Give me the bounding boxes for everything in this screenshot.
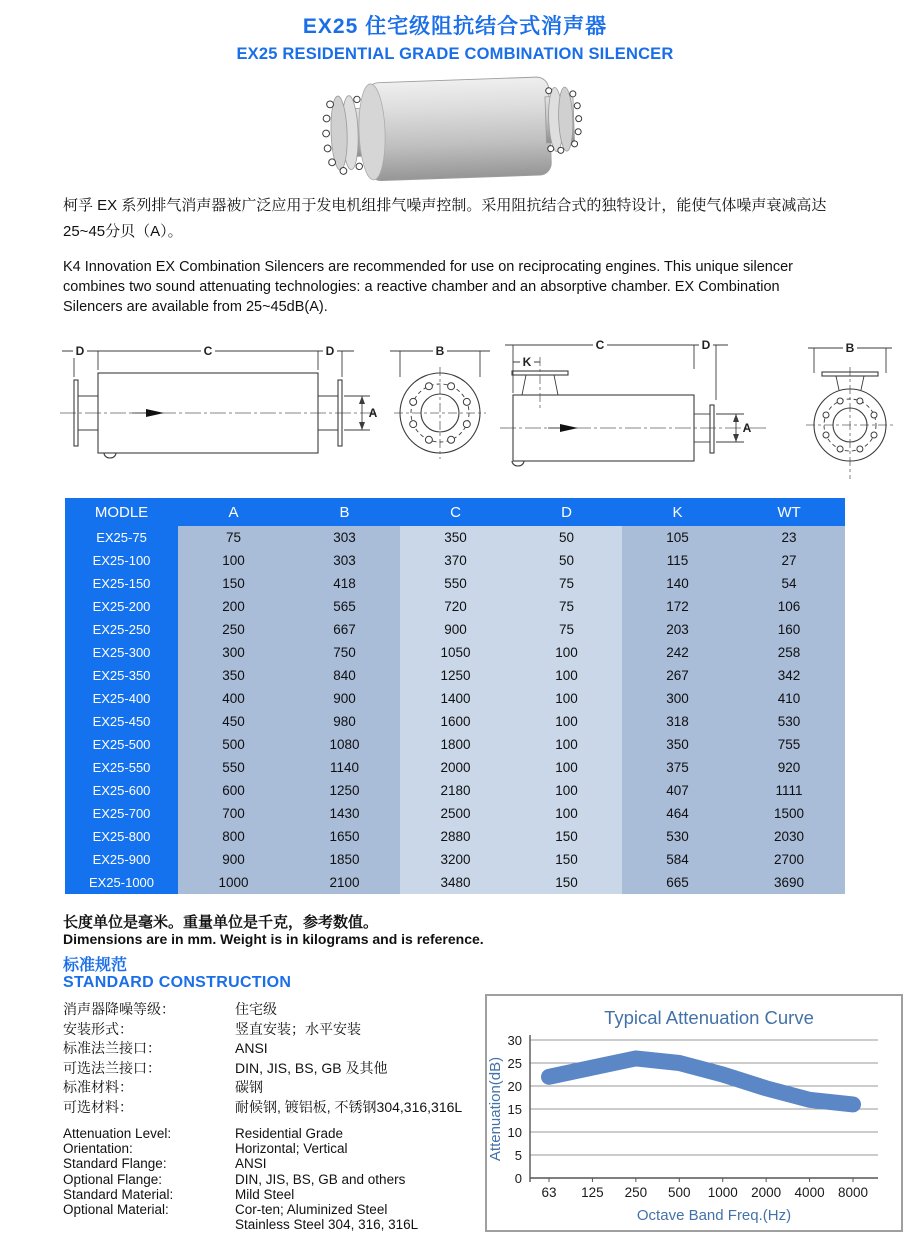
units-note-cn: 长度单位是毫米。重量单位是千克，参考数值。 — [63, 914, 379, 931]
value-cell: 550 — [178, 756, 289, 779]
dimensions-table — [65, 498, 845, 894]
value-cell: 375 — [622, 756, 733, 779]
table-header-cell: MODLE — [65, 498, 178, 526]
table-row — [65, 871, 845, 894]
table-row — [65, 710, 845, 733]
table-row — [65, 733, 845, 756]
value-cell: 1000 — [178, 871, 289, 894]
model-cell: EX25-400 — [65, 687, 178, 710]
table-header-cell: A — [178, 498, 289, 526]
model-cell: EX25-75 — [65, 526, 178, 549]
value-cell: 900 — [289, 687, 400, 710]
model-cell: EX25-300 — [65, 641, 178, 664]
table-row — [65, 825, 845, 848]
table-header-cell: K — [622, 498, 733, 526]
spec-row — [63, 1187, 493, 1202]
value-cell: 203 — [622, 618, 733, 641]
value-cell: 75 — [178, 526, 289, 549]
table-row — [65, 618, 845, 641]
y-tick-label: 0 — [514, 1171, 522, 1186]
table-header-cell: WT — [733, 498, 845, 526]
value-cell: 342 — [733, 664, 845, 687]
value-cell: 2180 — [400, 779, 511, 802]
table-row — [65, 595, 845, 618]
flow-arrow — [560, 424, 578, 432]
value-cell: 840 — [289, 664, 400, 687]
attenuation-curve — [549, 1058, 853, 1104]
value-cell: 100 — [511, 779, 622, 802]
table-row — [65, 687, 845, 710]
value-cell: 500 — [178, 733, 289, 756]
value-cell: 1850 — [289, 848, 400, 871]
value-cell: 1250 — [289, 779, 400, 802]
attenuation-chart — [485, 994, 903, 1232]
value-cell: 267 — [622, 664, 733, 687]
table-row — [65, 802, 845, 825]
value-cell: 100 — [511, 687, 622, 710]
x-tick-label: 500 — [668, 1185, 691, 1200]
y-tick-label: 5 — [514, 1148, 522, 1163]
table-row — [65, 779, 845, 802]
value-cell: 150 — [511, 871, 622, 894]
value-cell: 1111 — [733, 779, 845, 802]
y-tick-label: 25 — [507, 1056, 522, 1071]
value-cell: 410 — [733, 687, 845, 710]
chart-title: Typical Attenuation Curve — [604, 1007, 814, 1028]
value-cell: 150 — [511, 848, 622, 871]
spec-value: 竖直安装；水平安装 — [235, 1020, 361, 1037]
model-cell: EX25-150 — [65, 572, 178, 595]
spec-label: 可选材料： — [63, 1098, 133, 1115]
value-cell: 150 — [511, 825, 622, 848]
spec-value: Mild Steel — [235, 1186, 295, 1202]
chart-xlabel: Octave Band Freq.(Hz) — [636, 1207, 792, 1224]
intro-paragraph-en: K4 Innovation EX Combination Silencers are recommended for use on reciprocating engines. This unique silencer combines two sound attenuating technologies: a reactive chamber and an absorptive chamber. EX Combination Silencers are available from 25~45dB(A). — [63, 259, 793, 315]
table-header-row — [65, 498, 845, 526]
value-cell: 2000 — [400, 756, 511, 779]
value-cell: 350 — [622, 733, 733, 756]
value-cell: 100 — [511, 641, 622, 664]
spec-label: Orientation: — [63, 1141, 133, 1157]
value-cell: 100 — [511, 756, 622, 779]
table-row — [65, 848, 845, 871]
value-cell: 2700 — [733, 848, 845, 871]
value-cell: 1050 — [400, 641, 511, 664]
x-tick-label: 1000 — [707, 1185, 738, 1200]
value-cell: 100 — [511, 733, 622, 756]
value-cell: 2500 — [400, 802, 511, 825]
value-cell: 418 — [289, 572, 400, 595]
value-cell: 667 — [289, 618, 400, 641]
value-cell: 407 — [622, 779, 733, 802]
spec-row — [63, 1059, 493, 1079]
value-cell: 400 — [178, 687, 289, 710]
spec-row — [63, 1156, 493, 1171]
value-cell: 350 — [178, 664, 289, 687]
table-row — [65, 664, 845, 687]
spec-value: DIN, JIS, BS, GB 及其他 — [235, 1059, 388, 1076]
page-title-cn: EX25 住宅级阻抗结合式消声器 — [302, 15, 608, 38]
value-cell: 54 — [733, 572, 845, 595]
dim-label-c: C — [595, 338, 605, 352]
value-cell: 1600 — [400, 710, 511, 733]
y-tick-label: 20 — [507, 1079, 522, 1094]
value-cell: 750 — [289, 641, 400, 664]
value-cell: 50 — [511, 526, 622, 549]
value-cell: 75 — [511, 595, 622, 618]
dim-label-d: D — [325, 344, 335, 358]
model-cell: EX25-800 — [65, 825, 178, 848]
spec-value: 住宅级 — [235, 1001, 277, 1017]
value-cell: 370 — [400, 549, 511, 572]
value-cell: 140 — [622, 572, 733, 595]
spec-label — [63, 1217, 235, 1232]
value-cell: 900 — [400, 618, 511, 641]
spec-row — [63, 1078, 493, 1098]
x-tick-label: 2000 — [751, 1185, 782, 1200]
flow-arrow — [146, 409, 164, 417]
table-header-cell: D — [511, 498, 622, 526]
y-tick-label: 15 — [507, 1102, 522, 1117]
dim-label-b: B — [845, 341, 855, 355]
spec-row — [63, 1217, 493, 1232]
value-cell: 303 — [289, 549, 400, 572]
spec-label: 安装形式： — [63, 1020, 133, 1037]
page-title-en: EX25 RESIDENTIAL GRADE COMBINATION SILENCER — [236, 45, 674, 63]
value-cell: 900 — [178, 848, 289, 871]
table-header-cell: C — [400, 498, 511, 526]
end-view-top-flange — [806, 341, 894, 479]
value-cell: 550 — [400, 572, 511, 595]
x-tick-label: 250 — [624, 1185, 648, 1200]
end-view-flange — [390, 344, 490, 459]
value-cell: 100 — [511, 710, 622, 733]
side-view-horizontal — [60, 344, 378, 458]
value-cell: 75 — [511, 572, 622, 595]
spec-value: DIN, JIS, BS, GB and others — [235, 1171, 406, 1187]
spec-value: 耐候钢, 镀铝板, 不锈钢304,316,316L — [235, 1098, 463, 1115]
spec-value: Cor-ten; Aluminized Steel — [235, 1202, 388, 1218]
model-cell: EX25-1000 — [65, 871, 178, 894]
value-cell: 450 — [178, 710, 289, 733]
product-photo — [312, 72, 598, 190]
table-row — [65, 572, 845, 595]
spec-label: Standard Flange: — [63, 1156, 167, 1172]
spec-row — [63, 1202, 493, 1217]
value-cell: 530 — [733, 710, 845, 733]
units-note-en: Dimensions are in mm. Weight is in kilograms and is reference. — [63, 931, 484, 947]
construction-heading-cn: 标准规范 — [63, 957, 128, 974]
spec-value: ANSI — [235, 1040, 268, 1056]
spec-label: 可选法兰接口： — [63, 1059, 161, 1076]
spec-value: Stainless Steel 304, 316, 316L — [235, 1217, 419, 1233]
spec-row — [63, 1172, 493, 1187]
value-cell: 106 — [733, 595, 845, 618]
dim-label-a: A — [742, 421, 752, 435]
value-cell: 1140 — [289, 756, 400, 779]
dim-label-d: D — [701, 338, 711, 352]
dim-label-b: B — [435, 344, 445, 358]
value-cell: 150 — [178, 572, 289, 595]
spec-label: Standard Material: — [63, 1186, 174, 1202]
silencer-photo-graphic — [312, 72, 598, 190]
value-cell: 700 — [178, 802, 289, 825]
value-cell: 250 — [178, 618, 289, 641]
x-tick-label: 63 — [541, 1185, 557, 1200]
value-cell: 318 — [622, 710, 733, 733]
value-cell: 720 — [400, 595, 511, 618]
spec-row — [63, 1141, 493, 1156]
value-cell: 75 — [511, 618, 622, 641]
spec-label: Attenuation Level: — [63, 1126, 172, 1141]
spec-row — [63, 1098, 493, 1118]
value-cell: 100 — [178, 549, 289, 572]
table-row — [65, 641, 845, 664]
value-cell: 1400 — [400, 687, 511, 710]
spec-label: 标准法兰接口： — [63, 1040, 161, 1056]
value-cell: 115 — [622, 549, 733, 572]
spec-value: Horizontal; Vertical — [235, 1141, 348, 1157]
spec-label: 标准材料： — [63, 1079, 133, 1095]
model-cell: EX25-350 — [65, 664, 178, 687]
model-cell: EX25-550 — [65, 756, 178, 779]
value-cell: 584 — [622, 848, 733, 871]
model-cell: EX25-600 — [65, 779, 178, 802]
x-tick-label: 125 — [581, 1185, 604, 1200]
side-view-side-inlet — [500, 338, 766, 466]
value-cell: 1250 — [400, 664, 511, 687]
value-cell: 1080 — [289, 733, 400, 756]
intro-paragraph-cn: 柯孚 EX 系列排气消声器被广泛应用于发电机组排气噪声控制。采用阻抗结合式的独特设计，能使气体噪声衰减高达25~45分贝（A）。 — [63, 197, 827, 240]
value-cell: 920 — [733, 756, 845, 779]
spec-row — [63, 1000, 493, 1020]
x-tick-label: 8000 — [837, 1185, 869, 1200]
spec-row — [63, 1020, 493, 1040]
model-cell: EX25-250 — [65, 618, 178, 641]
value-cell: 27 — [733, 549, 845, 572]
model-cell: EX25-900 — [65, 848, 178, 871]
value-cell: 23 — [733, 526, 845, 549]
table-row — [65, 526, 845, 549]
model-cell: EX25-200 — [65, 595, 178, 618]
spec-row — [63, 1126, 493, 1141]
value-cell: 160 — [733, 618, 845, 641]
value-cell: 1650 — [289, 825, 400, 848]
model-cell: EX25-500 — [65, 733, 178, 756]
value-cell: 2100 — [289, 871, 400, 894]
value-cell: 105 — [622, 526, 733, 549]
value-cell: 1430 — [289, 802, 400, 825]
spec-label: Optional Material: — [63, 1202, 169, 1218]
spec-value: ANSI — [235, 1156, 267, 1172]
value-cell: 1500 — [733, 802, 845, 825]
model-cell: EX25-450 — [65, 710, 178, 733]
spec-label: 消声器降噪等级： — [63, 1001, 175, 1017]
value-cell: 2880 — [400, 825, 511, 848]
chart-ylabel: Attenuation(dB) — [487, 1056, 504, 1162]
x-tick-label: 4000 — [794, 1185, 825, 1200]
value-cell: 100 — [511, 802, 622, 825]
spec-row — [63, 1039, 493, 1059]
value-cell: 100 — [511, 664, 622, 687]
value-cell: 242 — [622, 641, 733, 664]
spec-list-cn — [63, 1000, 493, 1117]
value-cell: 530 — [622, 825, 733, 848]
dim-label-d: D — [75, 344, 85, 358]
value-cell: 200 — [178, 595, 289, 618]
dim-label-c: C — [203, 344, 213, 358]
value-cell: 3200 — [400, 848, 511, 871]
model-cell: EX25-700 — [65, 802, 178, 825]
table-row — [65, 549, 845, 572]
value-cell: 3690 — [733, 871, 845, 894]
table-header-cell: B — [289, 498, 400, 526]
value-cell: 172 — [622, 595, 733, 618]
value-cell: 665 — [622, 871, 733, 894]
table-row — [65, 756, 845, 779]
value-cell: 2030 — [733, 825, 845, 848]
value-cell: 755 — [733, 733, 845, 756]
spec-value: 碳钢 — [235, 1079, 263, 1095]
y-tick-label: 30 — [507, 1033, 522, 1048]
page-header — [0, 10, 910, 64]
dim-label-a: A — [368, 406, 378, 420]
value-cell: 258 — [733, 641, 845, 664]
value-cell: 1800 — [400, 733, 511, 756]
value-cell: 303 — [289, 526, 400, 549]
y-tick-label: 10 — [507, 1125, 522, 1140]
spec-list-en — [63, 1126, 493, 1232]
value-cell: 565 — [289, 595, 400, 618]
value-cell: 300 — [178, 641, 289, 664]
model-cell: EX25-100 — [65, 549, 178, 572]
value-cell: 980 — [289, 710, 400, 733]
value-cell: 50 — [511, 549, 622, 572]
construction-heading-en: STANDARD CONSTRUCTION — [63, 974, 292, 991]
value-cell: 800 — [178, 825, 289, 848]
value-cell: 300 — [622, 687, 733, 710]
dim-label-k: K — [522, 355, 532, 369]
value-cell: 3480 — [400, 871, 511, 894]
value-cell: 350 — [400, 526, 511, 549]
spec-label: Optional Flange: — [63, 1171, 163, 1187]
technical-drawings — [60, 333, 905, 493]
value-cell: 464 — [622, 802, 733, 825]
value-cell: 600 — [178, 779, 289, 802]
spec-value: Residential Grade — [235, 1126, 344, 1141]
